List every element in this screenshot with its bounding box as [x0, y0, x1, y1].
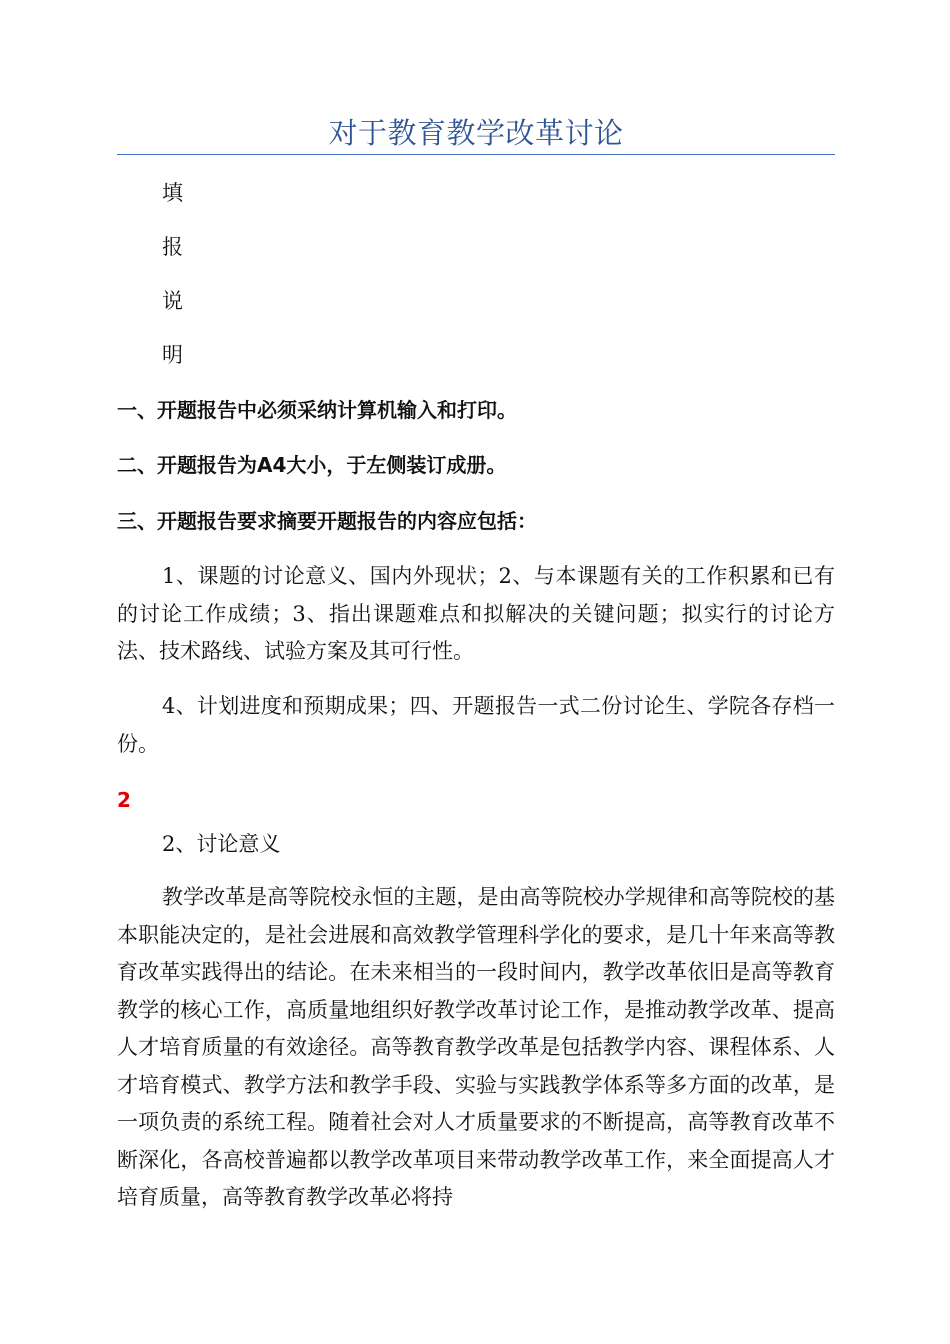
body-paragraph: 教学改革是高等院校永恒的主题，是由高等院校办学规律和高等院校的基本职能决定的，是社会进展和高效教学管理科学化的要求，是几十年来高等教育改革实践得出的结论。在未来相当的一段时间内，教学改革依旧是高等教育教学的核心工作，高质量地组织好教学改革讨论工作，是推动教学改革、提高人才培育质量的有效途径。高等教育教学改革是包括教学内容、课程体系、人才培育模式、教学方法和教学手段、实验与实践教学体系等多方面的改革，是一项负责的系统工程。随着社会对人才质量要求的不断提高，高等教育改革不断深化，各高校普遍都以教学改革项目来带动教学改革工作，来全面提高人才培育质量，高等教育教学改革必将持	[117, 885, 835, 1209]
vertical-char-3: 说	[162, 289, 183, 313]
instruction-3: 三、开题报告要求摘要开题报告的内容应包括：	[117, 509, 537, 533]
vertical-char-1: 填	[162, 181, 183, 205]
instruction-1: 一、开题报告中必须采纳计算机输入和打印。	[117, 398, 517, 422]
page-title: 对于教育教学改革讨论	[328, 116, 624, 150]
vertical-char-2: 报	[162, 235, 183, 259]
section-heading: 2、讨论意义	[162, 832, 281, 856]
items-paragraph-2: 4、计划进度和预期成果；四、开题报告一式二份讨论生、学院各存档一份。	[117, 694, 835, 756]
instruction-2: 二、开题报告为A4大小，于左侧装订成册。	[117, 453, 507, 477]
title-underline	[117, 154, 835, 155]
vertical-char-4: 明	[162, 343, 183, 367]
section-number: 2	[117, 788, 131, 812]
items-paragraph-1: 1、课题的讨论意义、国内外现状；2、与本课题有关的工作积累和已有的讨论工作成绩；3、指出课题难点和拟解决的关键问题；拟实行的讨论方法、技术路线、试验方案及其可行性。	[117, 564, 835, 663]
